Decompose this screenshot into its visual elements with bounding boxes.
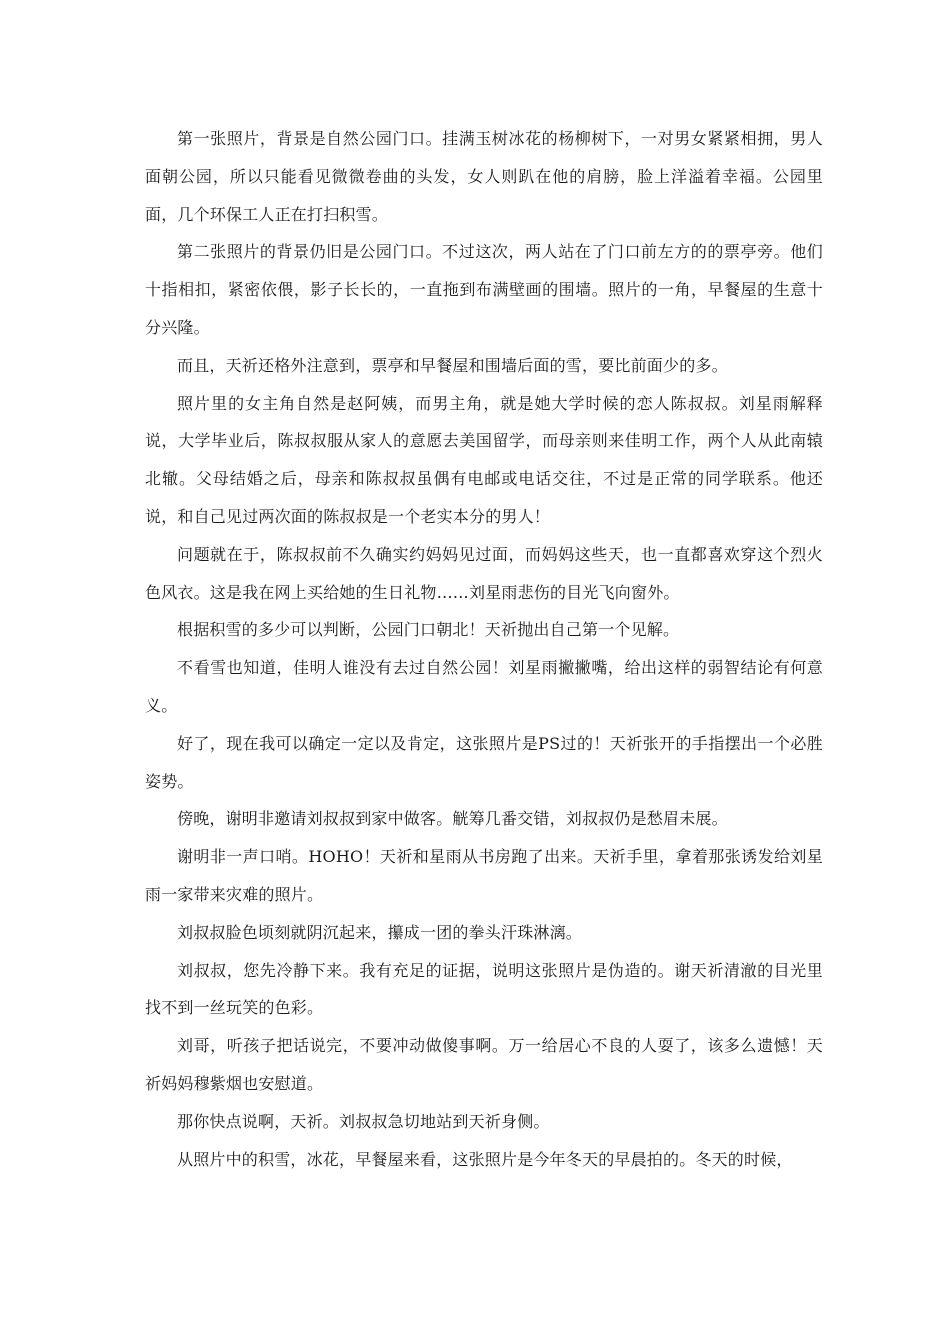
paragraph-1: 第一张照片，背景是自然公园门口。挂满玉树冰花的杨柳树下，一对男女紧紧相拥，男人面朝公园，所以只能看见微微卷曲的头发，女人则趴在他的肩膀，脸上洋溢着幸福。公园里面，几个环保工人正在打扫积雪。 [145,129,823,224]
paragraph-13: 刘哥，听孩子把话说完，不要冲动做傻事啊。万一给居心不良的人耍了，该多么遗憾！天祈妈妈穆紫烟也安慰道。 [145,1036,823,1093]
paragraph-10: 谢明非一声口哨。HOHO！天祈和星雨从书房跑了出来。天祈手里，拿着那张诱发给刘星雨一家带来灾难的照片。 [145,847,823,904]
paragraph-8: 好了，现在我可以确定一定以及肯定，这张照片是PS过的！天祈张开的手指摆出一个必胜姿势。 [145,733,823,791]
paragraph-6: 根据积雪的多少可以判断，公园门口朝北！天祈抛出自己第一个见解。 [177,620,680,640]
paragraph-9: 傍晚，谢明非邀请刘叔叔到家中做客。觥筹几番交错，刘叔叔仍是愁眉未展。 [177,809,728,829]
paragraph-5: 问题就在于，陈叔叔前不久确实约妈妈见过面，而妈妈这些天，也一直都喜欢穿这个烈火色风衣。这是我在网上买给她的生日礼物……刘星雨悲伤的目光飞向窗外。 [145,544,823,602]
paragraph-15: 从照片中的积雪，冰花，早餐屋来看，这张照片是今年冬天的早晨拍的。冬天的时候， [177,1149,793,1169]
paragraph-14: 那你快点说啊，天祈。刘叔叔急切地站到天祈身侧。 [177,1111,550,1131]
paragraph-3: 而且，天祈还格外注意到，票亭和早餐屋和围墙后面的雪，要比前面少的多。 [177,355,728,375]
paragraph-2: 第二张照片的背景仍旧是公园门口。不过这次，两人站在了门口前左方的的票亭旁。他们十指相扣，紧密依偎，影子长长的，一直拖到布满壁画的围墙。照片的一角，早餐屋的生意十分兴隆。 [145,242,823,337]
paragraph-12: 刘叔叔，您先冷静下来。我有充足的证据，说明这张照片是伪造的。谢天祈清澈的目光里找不到一丝玩笑的色彩。 [145,960,823,1018]
paragraph-4: 照片里的女主角自然是赵阿姨，而男主角，就是她大学时候的恋人陈叔叔。刘星雨解释说，大学毕业后，陈叔叔服从家人的意愿去美国留学，而母亲则来佳明工作，两个人从此南辕北辙。父母结婚之后，母亲和陈叔叔虽偶有电邮或电话交往，不过是正常的同学联系。他还说，和自己见过两次面的陈叔叔是一个老实本分的男人！ [145,393,823,526]
paragraph-11: 刘叔叔脸色顷刻就阴沉起来，攥成一团的拳头汗珠淋漓。 [177,922,583,942]
paragraph-7: 不看雪也知道，佳明人谁没有去过自然公园！刘星雨撇撇嘴，给出这样的弱智结论有何意义。 [145,658,823,715]
body-text [145,120,823,1178]
